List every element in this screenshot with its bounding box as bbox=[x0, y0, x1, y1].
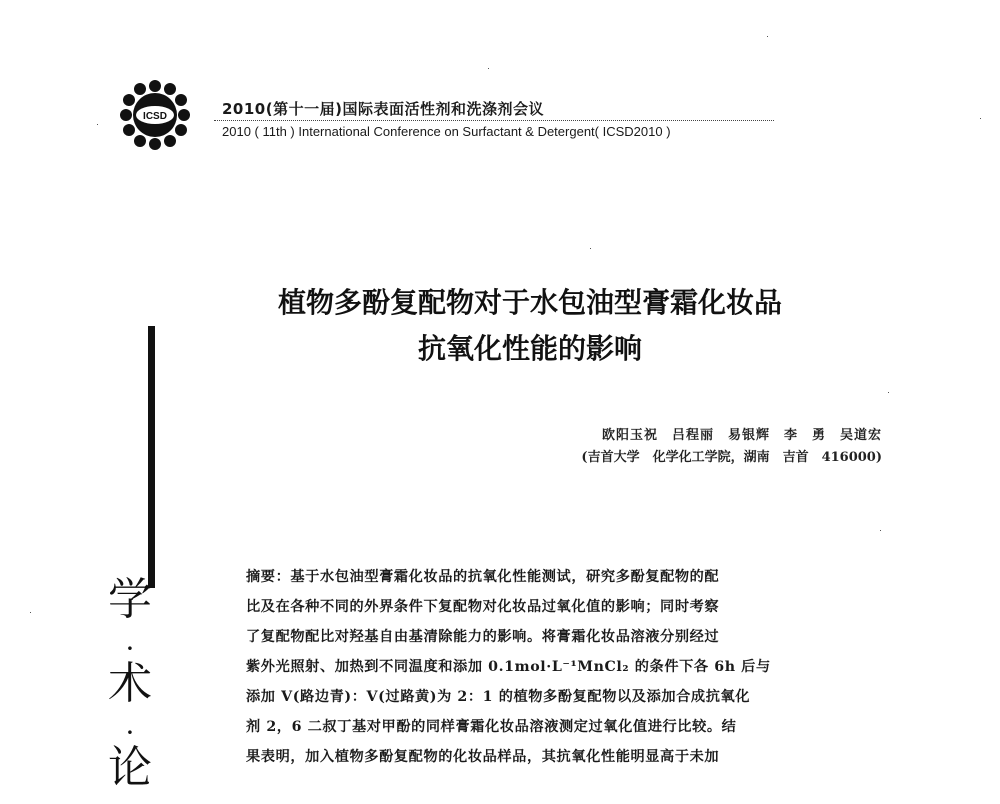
scan-speck bbox=[767, 36, 768, 37]
side-vertical-bar bbox=[148, 326, 155, 588]
side-label-char: 术 bbox=[108, 658, 152, 709]
abstract-label: 摘要： bbox=[246, 569, 291, 585]
header-divider bbox=[214, 120, 774, 121]
abstract bbox=[246, 562, 842, 772]
side-label-char: 学 bbox=[108, 574, 152, 625]
side-label-dot: · bbox=[125, 632, 135, 665]
scan-speck bbox=[97, 124, 98, 125]
side-label-dot: · bbox=[125, 716, 135, 749]
paper-title-line-1: 植物多酚复配物对于水包油型膏霜化妆品 bbox=[277, 286, 782, 319]
abstract-line: 比及在各种不同的外界条件下复配物对化妆品过氧化值的影响；同时考察 bbox=[246, 599, 720, 615]
conference-title-en: 2010 ( 11th ) International Conference on Surfactant & Detergent( ICSD2010 ) bbox=[222, 124, 671, 139]
abstract-line: 紫外光照射、加热到不同温度和添加 0.1mol·L⁻¹MnCl₂ 的条件下各 6h 后与 bbox=[246, 659, 771, 675]
abstract-line: 了复配物配比对羟基自由基清除能力的影响。将膏霜化妆品溶液分别经过 bbox=[246, 629, 720, 645]
scan-speck bbox=[488, 68, 489, 69]
affiliation: (吉首大学 化学化工学院，湖南 吉首 416000) bbox=[581, 450, 882, 465]
author-list: 欧阳玉祝 吕程丽 易银辉 李 勇 吴道宏 bbox=[601, 428, 882, 443]
abstract-line: 果表明，加入植物多酚复配物的化妆品样品，其抗氧化性能明显高于未加 bbox=[246, 749, 720, 765]
scan-speck bbox=[30, 612, 31, 613]
abstract-line bbox=[246, 562, 842, 592]
scan-speck bbox=[888, 392, 889, 393]
abstract-line: 剂 2，6 二叔丁基对甲酚的同样膏霜化妆品溶液测定过氧化值进行比较。结 bbox=[246, 719, 737, 735]
icsd-logo bbox=[118, 78, 192, 152]
side-label-char: 论 bbox=[108, 742, 152, 793]
section-side-label bbox=[100, 574, 160, 804]
abstract-text: 基于水包油型膏霜化妆品的抗氧化性能测试，研究多酚复配物的配 bbox=[290, 569, 720, 585]
abstract-line: 添加 V(路边青)：V(过路黄)为 2：1 的植物多酚复配物以及添加合成抗氧化 bbox=[246, 689, 751, 705]
scan-speck bbox=[590, 248, 591, 249]
logo-text: ICSD bbox=[143, 111, 167, 122]
scan-speck bbox=[980, 118, 981, 119]
scan-speck bbox=[880, 530, 881, 531]
conference-title-cn: 2010(第十一届)国际表面活性剂和洗涤剂会议 bbox=[222, 100, 544, 118]
paper-title-line-2: 抗氧化性能的影响 bbox=[417, 332, 642, 365]
